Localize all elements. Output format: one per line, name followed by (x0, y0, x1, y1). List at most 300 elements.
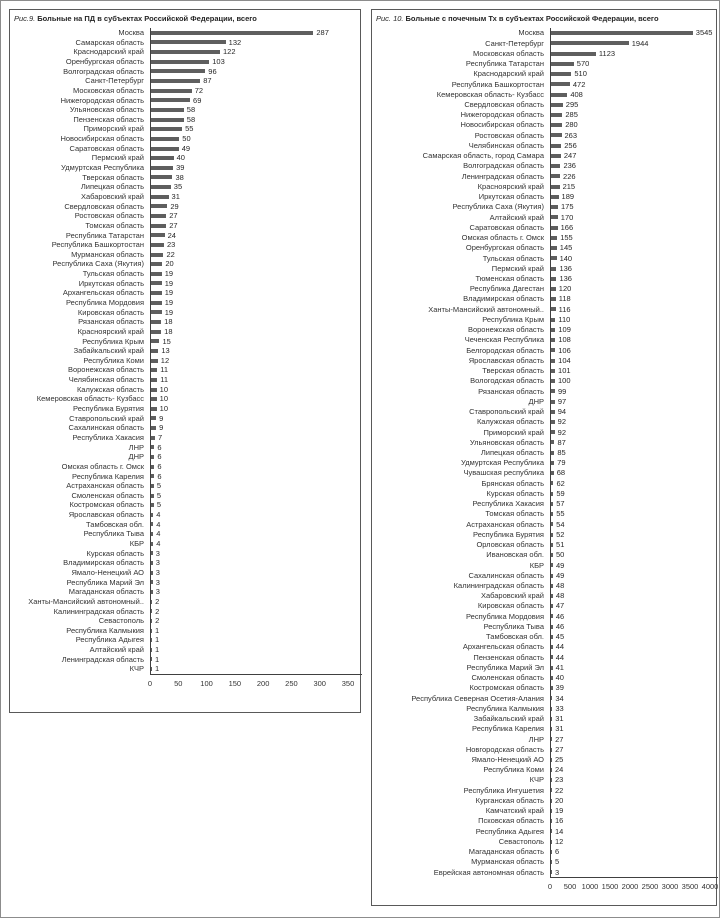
category-label: Краснодарский край (473, 69, 544, 79)
category-label: Республика Ингушетия (463, 785, 544, 795)
bar (551, 164, 560, 168)
value-label: 57 (556, 499, 565, 509)
bar (551, 246, 557, 250)
bar (551, 635, 553, 639)
value-label: 79 (557, 458, 566, 468)
chart-row (372, 110, 716, 120)
chart-row (10, 655, 360, 665)
bar (551, 256, 557, 260)
category-label: Республика Дагестан (469, 284, 544, 294)
bar (151, 156, 174, 160)
chart-row (10, 626, 360, 636)
chart-row (372, 847, 716, 857)
chart-row (372, 151, 716, 161)
category-label: Республика Марий Эл (466, 662, 544, 672)
x-tick-label: 50 (174, 678, 183, 688)
chart-row (372, 120, 716, 130)
bar (551, 522, 553, 526)
bar (551, 154, 561, 158)
chart-row (372, 212, 716, 222)
value-label: 12 (160, 355, 170, 365)
bar (151, 494, 154, 498)
bar (551, 379, 555, 383)
chart-title (372, 10, 716, 25)
bar (551, 113, 562, 117)
category-label: Иркутская область (78, 278, 144, 288)
value-label: 11 (160, 375, 169, 385)
category-label: Орловская область (476, 540, 544, 550)
bar (151, 416, 156, 420)
category-label: Тульская область (482, 253, 544, 263)
bar (151, 40, 226, 44)
bar (151, 320, 161, 324)
chart-row (372, 714, 716, 724)
chart-row (10, 433, 360, 443)
value-label: 92 (557, 417, 567, 427)
value-label: 27 (555, 734, 564, 744)
chart-row (372, 693, 716, 703)
chart-row (372, 48, 716, 58)
value-label: 45 (555, 632, 565, 642)
bar (151, 339, 159, 343)
bar (551, 307, 556, 311)
value-label: 9 (159, 413, 164, 423)
chart-row (10, 616, 360, 626)
value-label: 16 (555, 816, 564, 826)
bar (151, 243, 164, 247)
category-label: Республика Калмыкия (466, 703, 544, 713)
bar (551, 103, 563, 107)
value-label: 101 (558, 366, 571, 376)
value-label: 38 (175, 172, 184, 182)
chart-row (10, 259, 360, 269)
chart-panel-fig9 (9, 9, 361, 713)
category-label: Смоленская область (71, 490, 144, 500)
category-label: Республика Мордовия (66, 298, 144, 307)
chart-row (10, 645, 360, 655)
value-label: 10 (159, 384, 168, 394)
category-label: Забайкальский край (73, 346, 144, 356)
bar (551, 400, 555, 404)
bar (551, 236, 557, 240)
category-label: Ивановская обл. (486, 550, 544, 560)
category-label: Новосибирская область (60, 134, 144, 144)
value-label: 10 (159, 404, 168, 414)
chart-row (10, 597, 360, 607)
value-label: 118 (558, 294, 571, 304)
value-label: 41 (555, 662, 564, 672)
x-axis-ticks (547, 878, 719, 892)
value-label: 44 (555, 642, 565, 652)
chart-row (10, 308, 360, 318)
bar (551, 543, 553, 547)
category-label: Тамбовская обл. (486, 632, 544, 642)
value-label: 1 (155, 625, 160, 635)
category-label: ЛНР (128, 442, 144, 452)
value-label: 22 (555, 785, 564, 795)
chart-row (372, 775, 716, 785)
category-label: Республика Северная Осетия-Алания (411, 693, 544, 703)
chart-row (372, 867, 716, 877)
bar (151, 359, 158, 363)
x-tick-label: 4000 (701, 882, 719, 892)
chart-row (10, 47, 360, 57)
value-label: 236 (563, 161, 576, 171)
category-label: Кемеровская область- Кузбасс (36, 394, 144, 404)
value-label: 69 (193, 95, 202, 105)
chart-row (372, 663, 716, 673)
bar (551, 502, 553, 506)
category-label: Пермский край (491, 263, 544, 273)
chart-row (10, 452, 360, 462)
category-label: Владимирская область (463, 294, 544, 304)
bar (151, 175, 172, 179)
value-label: 49 (181, 143, 191, 153)
value-label: 47 (555, 601, 565, 611)
category-label: Чувашская республика (463, 468, 544, 478)
value-label: 226 (563, 171, 576, 181)
chart-row (10, 153, 360, 163)
bar (551, 850, 552, 854)
bar (151, 522, 153, 526)
bar (551, 267, 556, 271)
chart-row (10, 115, 360, 125)
value-label: 18 (164, 317, 173, 327)
value-label: 19 (555, 806, 564, 816)
value-label: 1 (155, 654, 160, 664)
bar (551, 717, 552, 721)
chart-row (10, 269, 360, 279)
value-label: 19 (164, 269, 174, 279)
value-label: 34 (555, 693, 564, 703)
chart-row (372, 816, 716, 826)
category-label: Омская область г. Омск (61, 461, 144, 471)
chart-row (10, 491, 360, 501)
value-label: 4 (156, 529, 161, 539)
bar (151, 551, 153, 555)
chart-row (372, 253, 716, 263)
category-label: Республика Крым (82, 336, 144, 346)
chart-row (372, 202, 716, 212)
chart-row (372, 632, 716, 642)
bar (151, 455, 154, 459)
category-label: Ленинградская область (61, 654, 144, 664)
value-label: 2 (155, 606, 160, 616)
x-axis-ticks (147, 675, 360, 689)
chart-row (372, 499, 716, 509)
chart-row (372, 744, 716, 754)
value-label: 29 (170, 201, 179, 211)
bar (151, 648, 152, 652)
category-label: Тюменская область (475, 273, 544, 283)
bar (151, 262, 162, 266)
bar (151, 445, 154, 449)
bar (551, 758, 552, 762)
category-label: Республика Башкортостан (51, 240, 144, 250)
value-label: 6 (157, 452, 162, 462)
value-label: 31 (171, 191, 180, 201)
chart-row (372, 591, 716, 601)
chart-row (372, 601, 716, 611)
category-label: Республика Марий Эл (66, 577, 144, 587)
category-label: Саратовская область (469, 222, 544, 232)
chart-row (10, 163, 360, 173)
category-label: Новгородская область (465, 744, 544, 754)
bar (151, 368, 157, 372)
value-label: 106 (558, 345, 571, 355)
bar (151, 108, 184, 112)
category-label: Севастополь (498, 836, 544, 846)
chart-row (372, 59, 716, 69)
bar (151, 50, 220, 54)
category-label: Республика Коми (83, 355, 144, 365)
bar (551, 174, 560, 178)
x-tick-label: 2000 (621, 882, 639, 892)
value-label: 6 (555, 847, 560, 857)
category-label: Московская область (73, 85, 144, 95)
value-label: 27 (169, 211, 178, 221)
value-label: 3 (555, 867, 560, 877)
value-label: 1 (155, 645, 160, 655)
category-label: Республика Карелия (472, 724, 544, 734)
value-label: 109 (558, 325, 571, 335)
x-tick-label: 200 (256, 678, 270, 688)
category-label: Калининградская область (453, 581, 544, 591)
chart-row (10, 587, 360, 597)
bar (551, 52, 596, 56)
category-label: Пермский край (91, 153, 144, 163)
value-label: 35 (173, 182, 183, 192)
bar (551, 338, 555, 342)
bar (151, 580, 153, 584)
chart-row (372, 427, 716, 437)
category-label: Смоленская область (471, 673, 544, 683)
chart-row (10, 279, 360, 289)
value-label: 175 (561, 202, 574, 212)
value-label: 9 (159, 423, 164, 433)
chart-row (10, 404, 360, 414)
value-label: 570 (576, 59, 590, 69)
category-label: Волгоградская область (463, 161, 544, 171)
bar (151, 233, 165, 237)
value-label: 287 (316, 28, 329, 38)
category-label: Севастополь (98, 616, 144, 626)
bar (151, 542, 153, 546)
category-label: Удмуртская Республика (61, 163, 144, 173)
value-label: 122 (223, 47, 236, 57)
category-label: Санкт-Петербург (485, 38, 544, 48)
bar (551, 574, 553, 578)
chart-row (10, 606, 360, 616)
chart-row (10, 414, 360, 424)
bar (551, 563, 553, 567)
category-label: Краснодарский край (73, 47, 144, 57)
bar (551, 72, 571, 76)
bar (151, 137, 179, 141)
bar (551, 666, 553, 670)
x-tick-label: 1500 (601, 882, 619, 892)
bar (551, 696, 552, 700)
value-label: 55 (185, 124, 194, 134)
category-label: Ханты-Мансийский автономный.. (428, 304, 544, 314)
category-label: Республика Мордовия (466, 611, 544, 621)
chart-row (372, 540, 716, 550)
value-label: 20 (555, 795, 564, 805)
value-label: 48 (555, 581, 565, 591)
category-label: Архангельская область (462, 642, 544, 652)
chart-row (372, 28, 716, 38)
chart-row (372, 243, 716, 253)
bar (151, 407, 157, 411)
chart-row (10, 578, 360, 588)
category-label: Кемеровская область- Кузбасс (436, 89, 544, 99)
value-label: 59 (556, 488, 565, 498)
chart-row (10, 462, 360, 472)
bar (551, 533, 553, 537)
bar (551, 686, 553, 690)
value-label: 19 (164, 307, 174, 317)
bar (151, 214, 166, 218)
category-label: Республика Адыгея (75, 635, 144, 645)
chart-row (10, 471, 360, 481)
chart-row (10, 124, 360, 134)
category-label: Самарская область (75, 37, 144, 47)
chart-row (372, 468, 716, 478)
chart-row (10, 385, 360, 395)
value-label: 3 (155, 558, 160, 568)
bar (151, 397, 157, 401)
chart-row (10, 365, 360, 375)
value-label: 46 (555, 621, 565, 631)
category-label: Кировская область (77, 307, 144, 317)
category-label: Брянская область (481, 478, 544, 488)
bar (551, 860, 552, 864)
chart-row (10, 510, 360, 520)
chart-row (10, 298, 360, 308)
category-label: Сахалинская область (468, 570, 544, 580)
value-label: 6 (157, 471, 162, 481)
category-label: Магаданская область (68, 587, 144, 597)
category-label: Омская область г. Омск (461, 233, 544, 243)
chart-row (10, 337, 360, 347)
category-label: Кировская область (477, 601, 544, 611)
category-label: Курская область (486, 488, 544, 498)
value-label: 44 (555, 652, 565, 662)
value-label: 103 (212, 56, 225, 66)
value-label: 46 (555, 611, 565, 621)
category-label: КБР (529, 560, 544, 570)
chart-row (372, 386, 716, 396)
value-label: 97 (557, 396, 567, 406)
bar (551, 359, 555, 363)
bar (551, 410, 555, 414)
bar (151, 69, 205, 73)
value-label: 58 (186, 114, 196, 124)
chart-row (10, 230, 360, 240)
category-label: Хабаровский край (480, 591, 544, 601)
bar (551, 553, 553, 557)
value-label: 6 (157, 442, 162, 452)
value-label: 472 (572, 79, 586, 89)
bar (551, 41, 629, 45)
category-label: Курганская область (475, 795, 544, 805)
category-label: Томская область (485, 509, 544, 519)
value-label: 155 (560, 233, 573, 243)
value-label: 58 (186, 105, 196, 115)
value-label: 4 (156, 519, 161, 529)
bar (151, 204, 167, 208)
category-label: Приморский край (83, 124, 144, 134)
value-label: 2 (155, 596, 160, 606)
chart-row (372, 683, 716, 693)
chart-row (372, 785, 716, 795)
chart-row (372, 837, 716, 847)
value-label: 3 (155, 577, 160, 587)
x-tick-label: 300 (313, 678, 326, 688)
x-tick-label: 3000 (661, 882, 679, 892)
bar (151, 79, 200, 83)
bar (151, 609, 152, 613)
value-label: 87 (203, 76, 212, 86)
value-label: 408 (570, 89, 583, 99)
chart-row (10, 394, 360, 404)
value-label: 145 (559, 243, 573, 253)
chart-row (372, 796, 716, 806)
bar (151, 638, 152, 642)
category-label: Санкт-Петербург (85, 76, 144, 86)
bar (551, 318, 555, 322)
bar (551, 768, 552, 772)
category-label: Республика Хакасия (472, 499, 544, 509)
bar (551, 748, 552, 752)
value-label: 2 (155, 616, 160, 626)
category-label: Саратовская область (69, 143, 144, 153)
chart-row (10, 144, 360, 154)
value-label: 72 (194, 85, 204, 95)
category-label: Республика Карелия (72, 471, 144, 481)
chart-row (372, 581, 716, 591)
bar (551, 737, 552, 741)
chart-row (10, 192, 360, 202)
chart-row (372, 396, 716, 406)
bar-rows (10, 28, 360, 674)
chart-row (10, 28, 360, 38)
value-label: 166 (560, 222, 574, 232)
category-label: Новосибирская область (460, 120, 544, 130)
bar (151, 484, 154, 488)
value-label: 33 (555, 703, 564, 713)
chart-row (10, 211, 360, 221)
bar (151, 31, 313, 35)
chart-title (10, 10, 360, 25)
category-label: Ярославская область (468, 355, 544, 365)
bar (551, 420, 555, 424)
category-label: Еврейская автономная область (433, 867, 544, 877)
chart-row (10, 520, 360, 530)
chart-row (10, 356, 360, 366)
category-label: Рязанская область (78, 317, 144, 327)
bar (551, 144, 561, 148)
value-label: 510 (574, 69, 587, 79)
bar (551, 788, 552, 792)
bar (551, 440, 554, 444)
chart-row (10, 105, 360, 115)
category-label: Рязанская область (478, 386, 544, 396)
bar (551, 389, 555, 393)
category-label: Свердловская область (64, 201, 144, 211)
category-label: Москва (118, 28, 144, 38)
value-label: 50 (556, 550, 565, 560)
